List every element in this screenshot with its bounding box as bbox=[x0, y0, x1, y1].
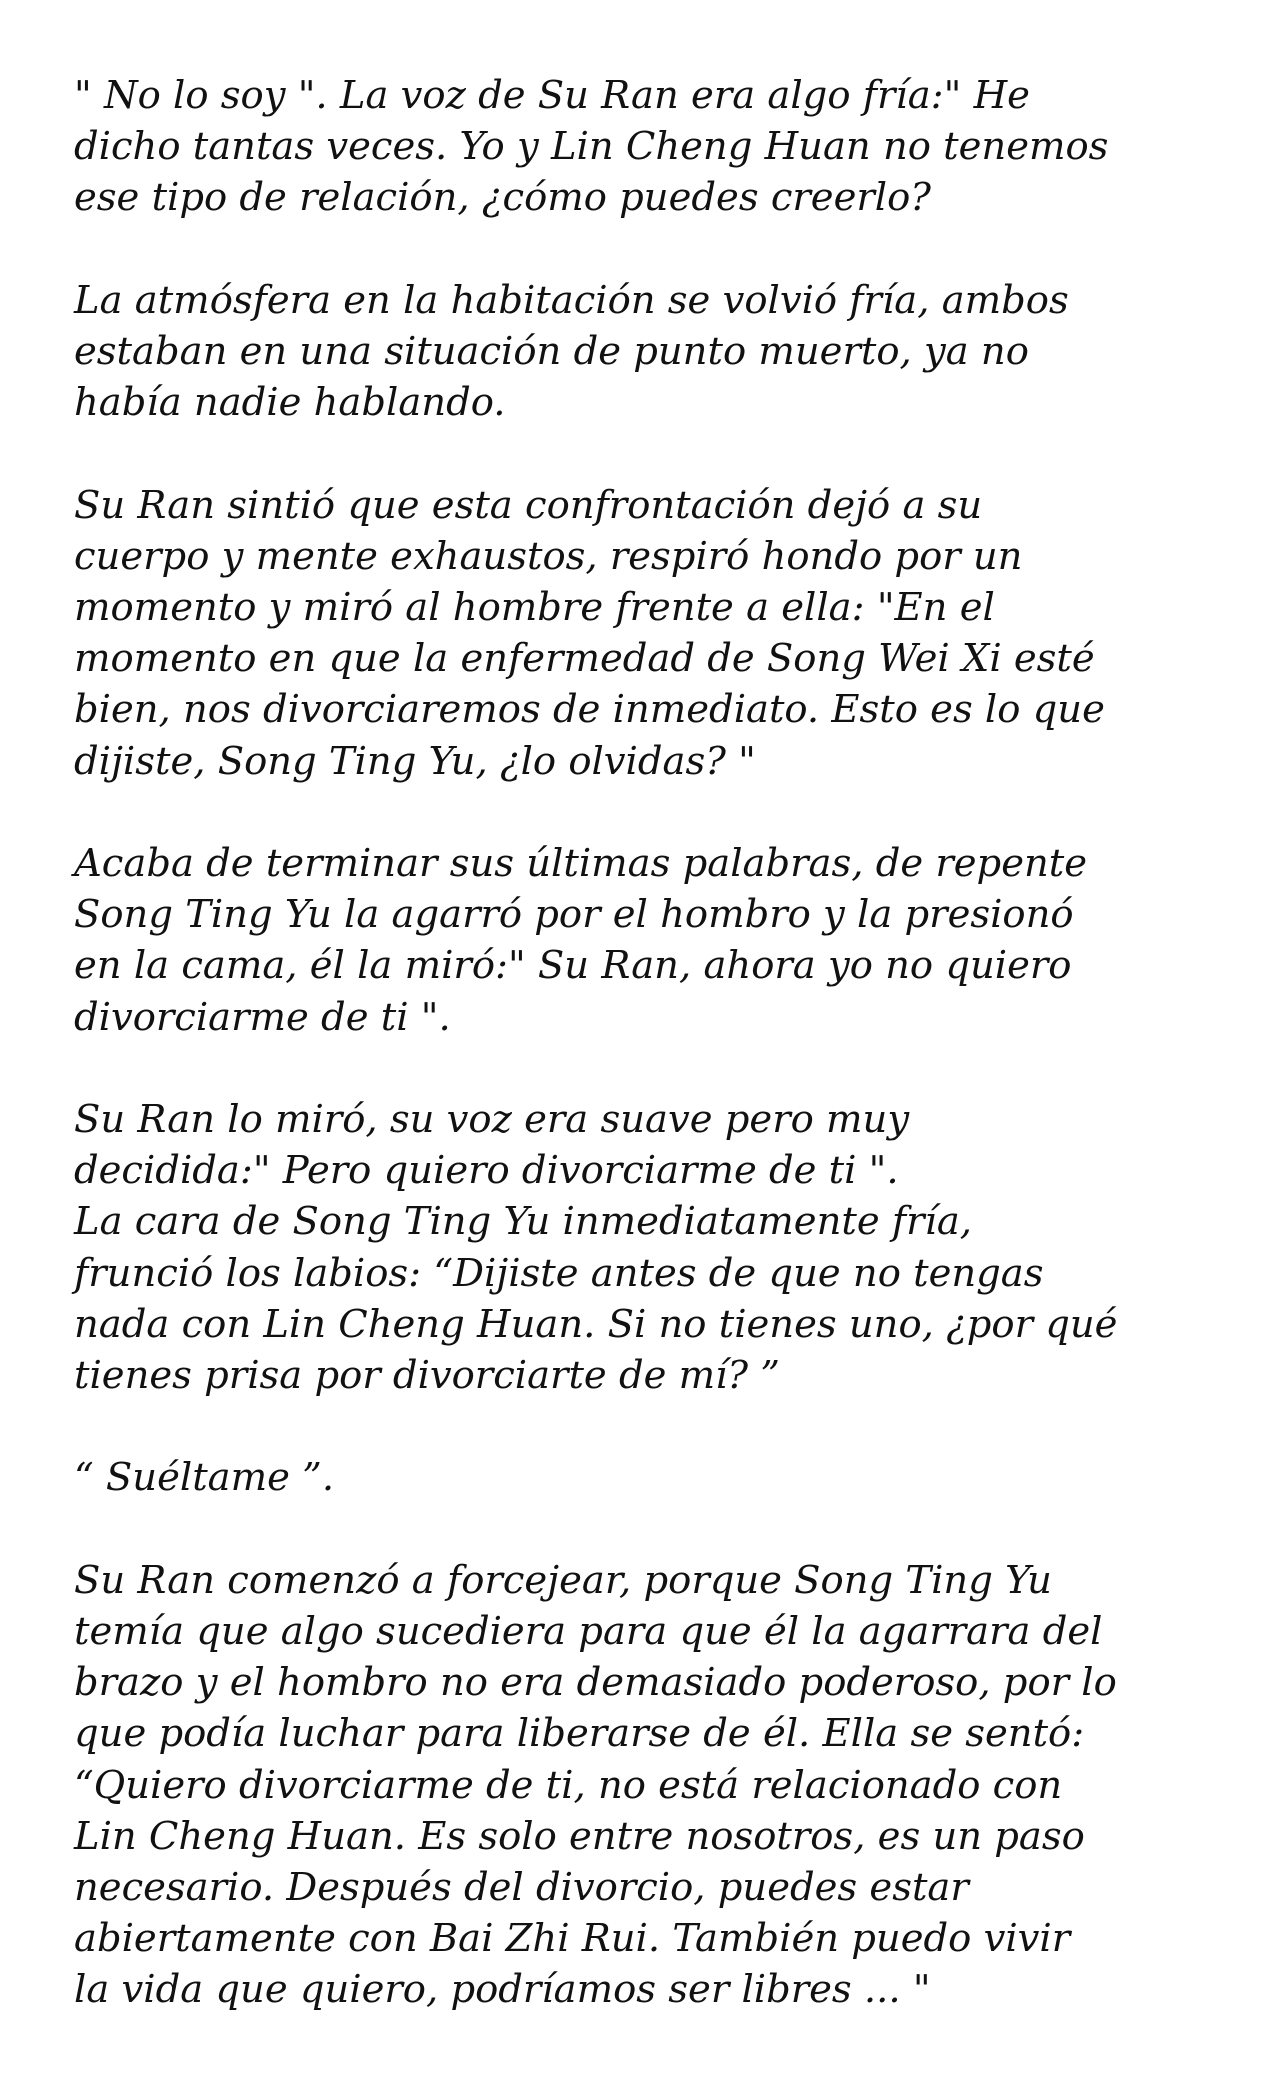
paragraph-gap bbox=[74, 787, 1214, 838]
text-line: abiertamente con Bai Zhi Rui. También puedo vivir bbox=[74, 1916, 1071, 1962]
paragraph-gap bbox=[74, 224, 1214, 275]
text-line: decidida:" Pero quiero divorciarme de ti ". bbox=[74, 1148, 899, 1194]
text-line: Acaba de terminar sus últimas palabras, de repente bbox=[74, 841, 1088, 886]
text-line: la vida que quiero, podríamos ser libres ... " bbox=[74, 1967, 931, 2013]
text-line: Lin Cheng Huan. Es solo entre nosotros, es un paso bbox=[74, 1813, 1085, 1859]
paragraph-gap bbox=[74, 428, 1214, 479]
paragraph-1 bbox=[74, 70, 1214, 224]
text-line: bien, nos divorciaremos de inmediato. Esto es lo que bbox=[74, 687, 1105, 733]
text-line: había nadie hablando. bbox=[74, 380, 506, 426]
text-line: La atmósfera en la habitación se volvió fría, ambos bbox=[74, 277, 1069, 323]
text-line: ese tipo de relación, ¿cómo puedes creerlo? bbox=[74, 175, 931, 221]
text-line: nada con Lin Cheng Huan. Si no tienes uno, ¿por qué bbox=[74, 1301, 1118, 1347]
text-line: “Quiero divorciarme de ti, no está relacionado con bbox=[74, 1762, 1063, 1808]
text-line: dicho tantas veces. Yo y Lin Cheng Huan no tenemos bbox=[74, 124, 1109, 170]
text-line: tienes prisa por divorciarte de mí? ” bbox=[74, 1353, 780, 1399]
text-line: en la cama, él la miró:" Su Ran, ahora yo no quiero bbox=[74, 943, 1072, 989]
paragraph-gap bbox=[74, 1043, 1214, 1094]
paragraph-2 bbox=[74, 275, 1214, 429]
text-line: cuerpo y mente exhaustos, respiró hondo por un bbox=[74, 533, 1023, 579]
text-line: “ Suéltame ”. bbox=[74, 1455, 335, 1501]
paragraph-6 bbox=[74, 1452, 1214, 1503]
text-line: momento en que la enfermedad de Song Wei Xi esté bbox=[74, 636, 1095, 682]
story-text bbox=[74, 70, 1214, 2016]
text-line: momento y miró al hombre frente a ella: "En el bbox=[74, 585, 995, 630]
text-line: temía que algo sucediera para que él la agarrara del bbox=[74, 1609, 1103, 1654]
text-line: Song Ting Yu la agarró por el hombro y la presionó bbox=[74, 892, 1074, 938]
text-line: estaban en una situación de punto muerto, ya no bbox=[74, 329, 1029, 374]
paragraph-5 bbox=[74, 1094, 1214, 1401]
paragraph-7 bbox=[74, 1555, 1214, 2016]
text-line: necesario. Después del divorcio, puedes estar bbox=[74, 1865, 969, 1911]
text-line: brazo y el hombro no era demasiado poderoso, por lo bbox=[74, 1660, 1117, 1706]
text-line: dijiste, Song Ting Yu, ¿lo olvidas? " bbox=[74, 738, 756, 784]
paragraph-3 bbox=[74, 480, 1214, 787]
text-line: La cara de Song Ting Yu inmediatamente fría, bbox=[74, 1199, 973, 1245]
text-line: que podía luchar para liberarse de él. Ella se sentó: bbox=[74, 1711, 1085, 1757]
paragraph-gap bbox=[74, 1401, 1214, 1452]
text-line: " No lo soy ". La voz de Su Ran era algo fría:" He bbox=[74, 73, 1030, 118]
text-line: Su Ran lo miró, su voz era suave pero muy bbox=[74, 1097, 910, 1142]
text-line: frunció los labios: “Dijiste antes de que no tengas bbox=[74, 1250, 1044, 1296]
text-line: Su Ran sintió que esta confrontación dejó a su bbox=[74, 482, 983, 528]
text-line: divorciarme de ti ". bbox=[74, 994, 451, 1040]
paragraph-4 bbox=[74, 838, 1214, 1043]
paragraph-gap bbox=[74, 1504, 1214, 1555]
text-line: Su Ran comenzó a forcejear, porque Song Ting Yu bbox=[74, 1557, 1052, 1603]
